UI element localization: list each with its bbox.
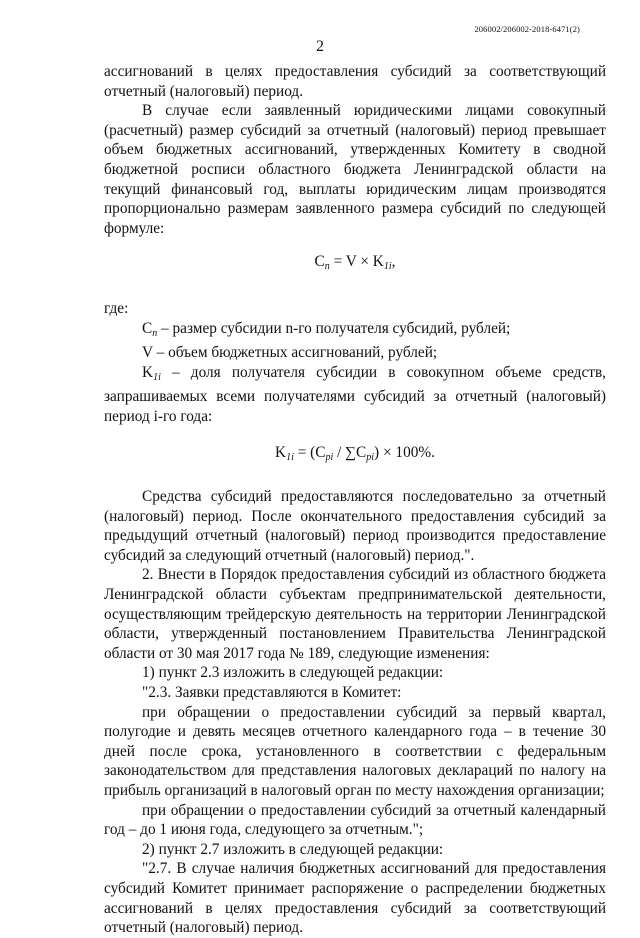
formula-k-sub: 1i	[383, 261, 392, 273]
formula-tail: ,	[391, 253, 396, 271]
where-label: где:	[104, 299, 129, 317]
formula2-mid1: = (C	[293, 443, 326, 461]
paragraph-clause-2-3: "2.3. Заявки представляются в Комитет:	[142, 684, 402, 702]
def-cn-text: – размер субсидии n-го получателя субсидий, рублей;	[157, 319, 511, 337]
paragraph-clause-2-7: "2.7. В случае наличия бюджетных ассигнований для предоставления субсидий Комитет принимает распоряжение о распределении бюджетных ассигнований в целях предоставления субсидий за соответствующий отчетный (налоговый) период.	[104, 860, 606, 937]
document-id: 206002/206002-2018-6471(2)	[474, 24, 580, 34]
document-body	[104, 62, 606, 938]
def-cn-symbol: C	[142, 319, 153, 337]
formula2-pi1: pi	[325, 451, 334, 463]
def-cn-sub: n	[152, 327, 158, 339]
formula-subsidy-size	[104, 252, 606, 277]
formula-rest: = V × K	[329, 253, 384, 271]
paragraph-subitem-2: 2) пункт 2.7 изложить в следующей редакции:	[142, 840, 444, 858]
definition-cn	[104, 319, 606, 344]
paragraph-sequential-payment: Средства субсидий предоставляются последовательно за отчетный (налоговый) период. После окончательного предоставления субсидий за предыдущий отчетный (налоговый) период производится предоставление субсидий за следующий отчетный (налоговый) период.".	[104, 488, 606, 564]
paragraph-subitem-1: 1) пункт 2.3 изложить в следующей редакции:	[142, 664, 444, 682]
formula2-pi2: pi	[366, 451, 375, 463]
paragraph-continuation: ассигнований в целях предоставления субсидий за соответствующий отчетный (налоговый) период.	[104, 63, 606, 100]
formula-share	[104, 443, 606, 468]
formula2-mid2: / ∑C	[333, 443, 367, 461]
definition-k	[104, 363, 606, 427]
formula-c-sub: n	[324, 261, 330, 273]
paragraph-proportional-payment: В случае если заявленный юридическими лицами совокупный (расчетный) размер субсидий за отчетный (налоговый) период превышает объем бюджетных ассигнований, утвержденных Комитету в сводной бюджетной росписи областного бюджета Ленинградской области на текущий финансовый год, выплаты юридическим лицам производятся пропорционально размерам заявленного размера субсидий по следующей формуле:	[104, 102, 606, 237]
formula2-end: ) × 100%.	[374, 443, 435, 461]
paragraph-annual-application: при обращении о предоставлении субсидий за отчетный календарный год – до 1 июня года, следующего за отчетным.";	[104, 801, 606, 839]
definition-v: V – объем бюджетных ассигнований, рублей;	[142, 344, 438, 362]
paragraph-quarterly-application: при обращении о предоставлении субсидий за первый квартал, полугодие и девять месяцев отчетного календарного года – в течение 30 дней после срока, установленного в соответствии с федеральным законодательством для представления налоговых деклараций по налогу на прибыль организаций в налоговый орган по месту нахождения организации;	[104, 703, 606, 799]
def-k-symbol: K	[142, 363, 154, 381]
paragraph-item-2: 2. Внести в Порядок предоставления субсидий из областного бюджета Ленинградской области субъектам предпринимательской деятельности, осуществляющим трейдерскую деятельность на территории Ленинградской области, утвержденный постановлением Правительства Ленинградской области от 30 мая 2017 года № 189, следующие изменения:	[104, 566, 606, 662]
def-k-sub: 1i	[153, 371, 161, 383]
formula2-k: K	[275, 443, 287, 461]
formula-c: C	[314, 253, 325, 271]
formula2-k-sub: 1i	[286, 451, 294, 463]
def-k-text: – доля получателя субсидии в совокупном объеме средств, запрашиваемых всеми получателями субсидий за отчетный (налоговый) период i-го года:	[104, 363, 606, 425]
page-number: 2	[316, 38, 324, 55]
